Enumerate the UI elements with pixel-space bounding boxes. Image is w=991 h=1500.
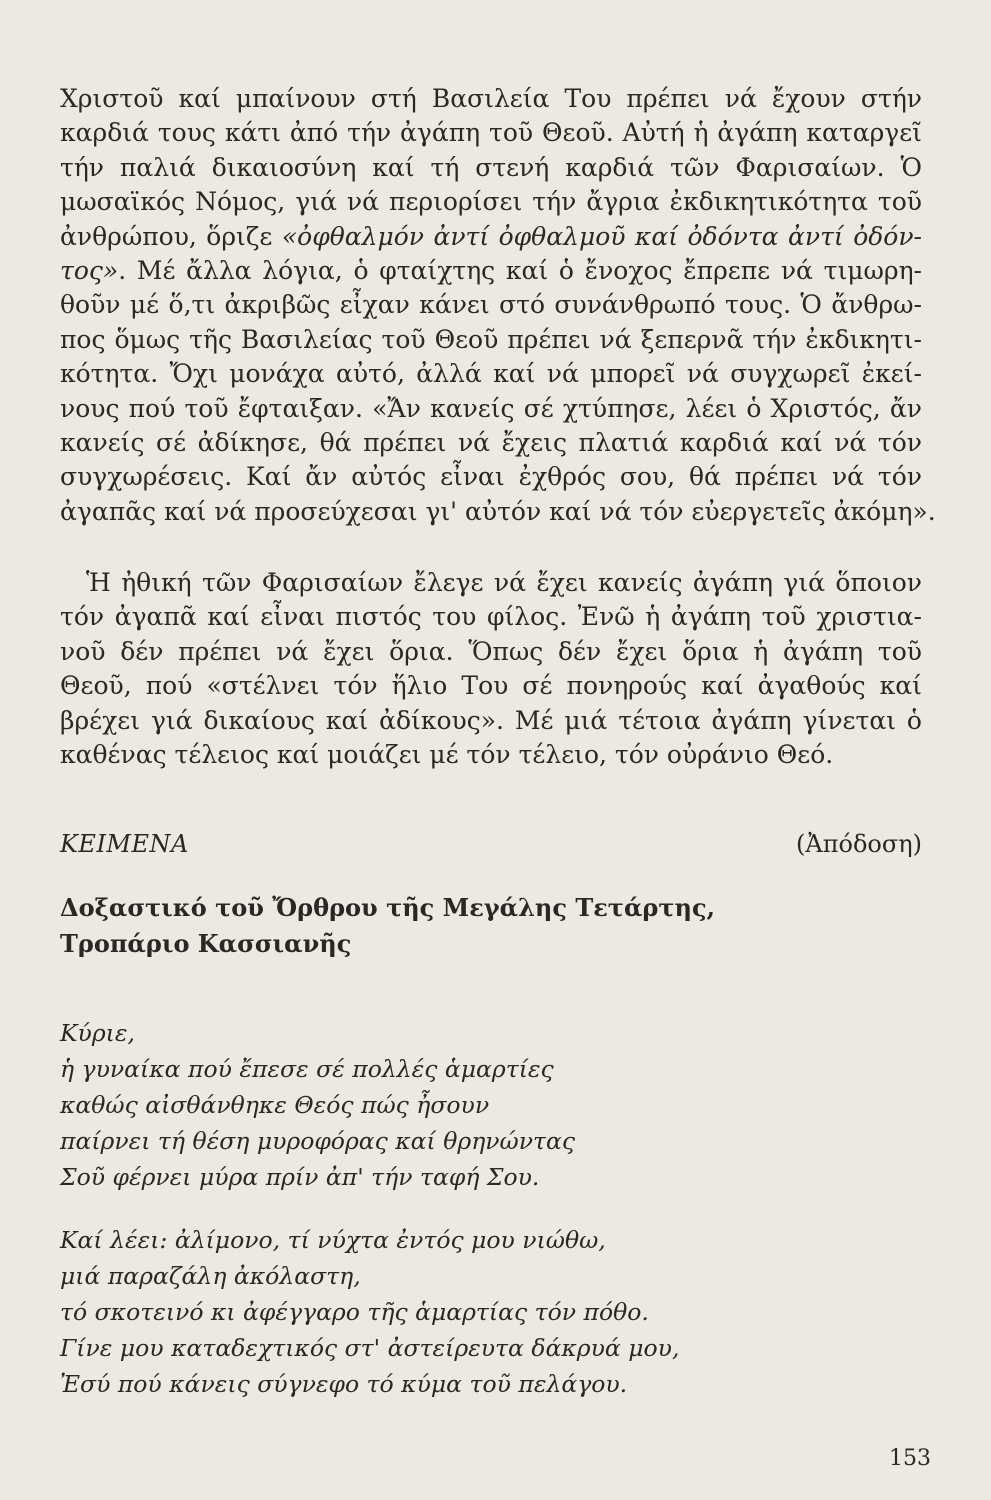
text-line: κανείς σέ ἀδίκησε, θά πρέπει νά ἔχεις πλατιά καρδιά καί νά τόν xyxy=(60,428,922,458)
page-number: 153 xyxy=(889,1446,931,1471)
text-line: Χριστοῦ καί μπαίνουν στή Βασιλεία Του πρέπει νά ἔχουν στήν xyxy=(60,84,922,113)
text-line: Ἡ ἠθική τῶν Φαρισαίων ἔλεγε νά ἔχει κανείς ἀγάπη γιά ὅποιον xyxy=(86,568,922,597)
text-line: μωσαϊκός Νόμος, γιά νά περιορίσει τήν ἄγρια ἐκδικητικότητα τοῦ xyxy=(60,187,922,217)
poem-line: παίρνει τή θέση μυροφόρας καί θρηνώντας xyxy=(60,1127,576,1155)
poem-line: Γίνε μου καταδεχτικός στ' ἀστείρευτα δάκρυά μου, xyxy=(60,1334,680,1362)
italic-quote: «ὀφθαλμόν ἀντί ὀφθαλμοῦ καί ὀδόντα ἀντί ὀδόν- xyxy=(281,221,922,251)
poem-line: καθώς αἰσθάνθηκε Θεός πώς ἦσουν xyxy=(60,1091,490,1119)
text-line: Θεοῦ, πού «στέλνει τόν ἥλιο Του σέ πονηρούς καί ἀγαθούς καί xyxy=(60,671,922,701)
poem-line: μιά παραζάλη ἀκόλαστη, xyxy=(60,1262,361,1290)
text-segment: ἀνθρώπου, ὅριζε xyxy=(60,221,282,251)
text-line: νους πού τοῦ ἔφταιξαν. «Ἄν κανείς σέ χτύπησε, λέει ὁ Χριστός, ἄν xyxy=(60,393,922,423)
attribution: (Ἀπόδοση) xyxy=(796,830,922,858)
poem-line: ἡ γυναίκα πού ἔπεσε σέ πολλές ἁμαρτίες xyxy=(60,1055,554,1083)
text-line: πος ὅμως τῆς Βασιλείας τοῦ Θεοῦ πρέπει νά ξεπερνᾶ τήν ἐκδικητι- xyxy=(60,324,922,354)
section-header-row xyxy=(60,830,922,864)
title-line: Τροπάριο Κασσιανῆς xyxy=(60,929,352,958)
poem-line: Καί λέει: ἀλίμονο, τί νύχτα ἐντός μου νιώθω, xyxy=(60,1226,606,1254)
poem-stanza-2 xyxy=(60,1222,922,1402)
section-label: ΚΕΙΜΕΝΑ xyxy=(60,830,189,858)
poem-line: Κύριε, xyxy=(60,1019,135,1047)
text-line: καθένας τέλειος καί μοιάζει μέ τόν τέλειο, τόν οὐράνιο Θεό. xyxy=(60,740,834,770)
text-line: συγχωρέσεις. Καί ἄν αὐτός εἶναι ἐχθρός σου, θά πρέπει νά τόν xyxy=(60,462,922,492)
paragraph-2 xyxy=(60,566,922,772)
text-line: τήν παλιά δικαιοσύνη καί τή στενή καρδιά τῶν Φαρισαίων. Ὁ xyxy=(60,152,922,182)
text-line: θοῦν μέ ὅ,τι ἀκριβῶς εἶχαν κάνει στό συνάνθρωπό τους. Ὁ ἄνθρω- xyxy=(60,290,922,320)
text-line: ἀγαπᾶς καί νά προσεύχεσαι γι' αὐτόν καί νά τόν εὐεργετεῖς ἀκόμη». xyxy=(60,496,936,526)
poem-line: Σοῦ φέρνει μύρα πρίν ἀπ' τήν ταφή Σου. xyxy=(60,1163,540,1191)
hymn-title xyxy=(60,890,922,962)
text-line: νοῦ δέν πρέπει νά ἔχει ὅρια. Ὅπως δέν ἔχει ὅρια ἡ ἀγάπη τοῦ xyxy=(60,636,922,666)
text-line: τόν ἀγαπᾶ καί εἶναι πιστός του φίλος. Ἐνῶ ἡ ἀγάπη τοῦ χριστια- xyxy=(60,602,922,632)
text-line: κότητα. Ὄχι μονάχα αὐτό, ἀλλά καί νά μπορεῖ νά συγχωρεῖ ἐκεί- xyxy=(60,359,922,389)
poem-line: τό σκοτεινό κι ἀφέγγαρο τῆς ἁμαρτίας τόν πόθο. xyxy=(60,1298,649,1326)
text-line-with-quote xyxy=(60,254,922,288)
poem-line: Ἐσύ πού κάνεις σύγνεφο τό κύμα τοῦ πελάγου. xyxy=(60,1370,628,1398)
text-line: καρδιά τους κάτι ἀπό τήν ἀγάπη τοῦ Θεοῦ. Αὐτή ἡ ἀγάπη καταργεῖ xyxy=(60,118,922,148)
paragraph-1 xyxy=(60,82,936,529)
title-line: Δοξαστικό τοῦ Ὄρθρου τῆς Μεγάλης Τετάρτης, xyxy=(60,893,715,922)
text-line: βρέχει γιά δικαίους καί ἀδίκους». Μέ μιά τέτοια ἀγάπη γίνεται ὁ xyxy=(60,705,922,735)
italic-quote: τος» xyxy=(60,256,119,286)
text-segment: . Μέ ἄλλα λόγια, ὁ φταίχτης καί ὁ ἔνοχος ἔπρεπε νά τιμωρη- xyxy=(118,256,922,286)
text-line-with-quote xyxy=(60,220,922,254)
poem-stanza-1 xyxy=(60,1015,922,1195)
